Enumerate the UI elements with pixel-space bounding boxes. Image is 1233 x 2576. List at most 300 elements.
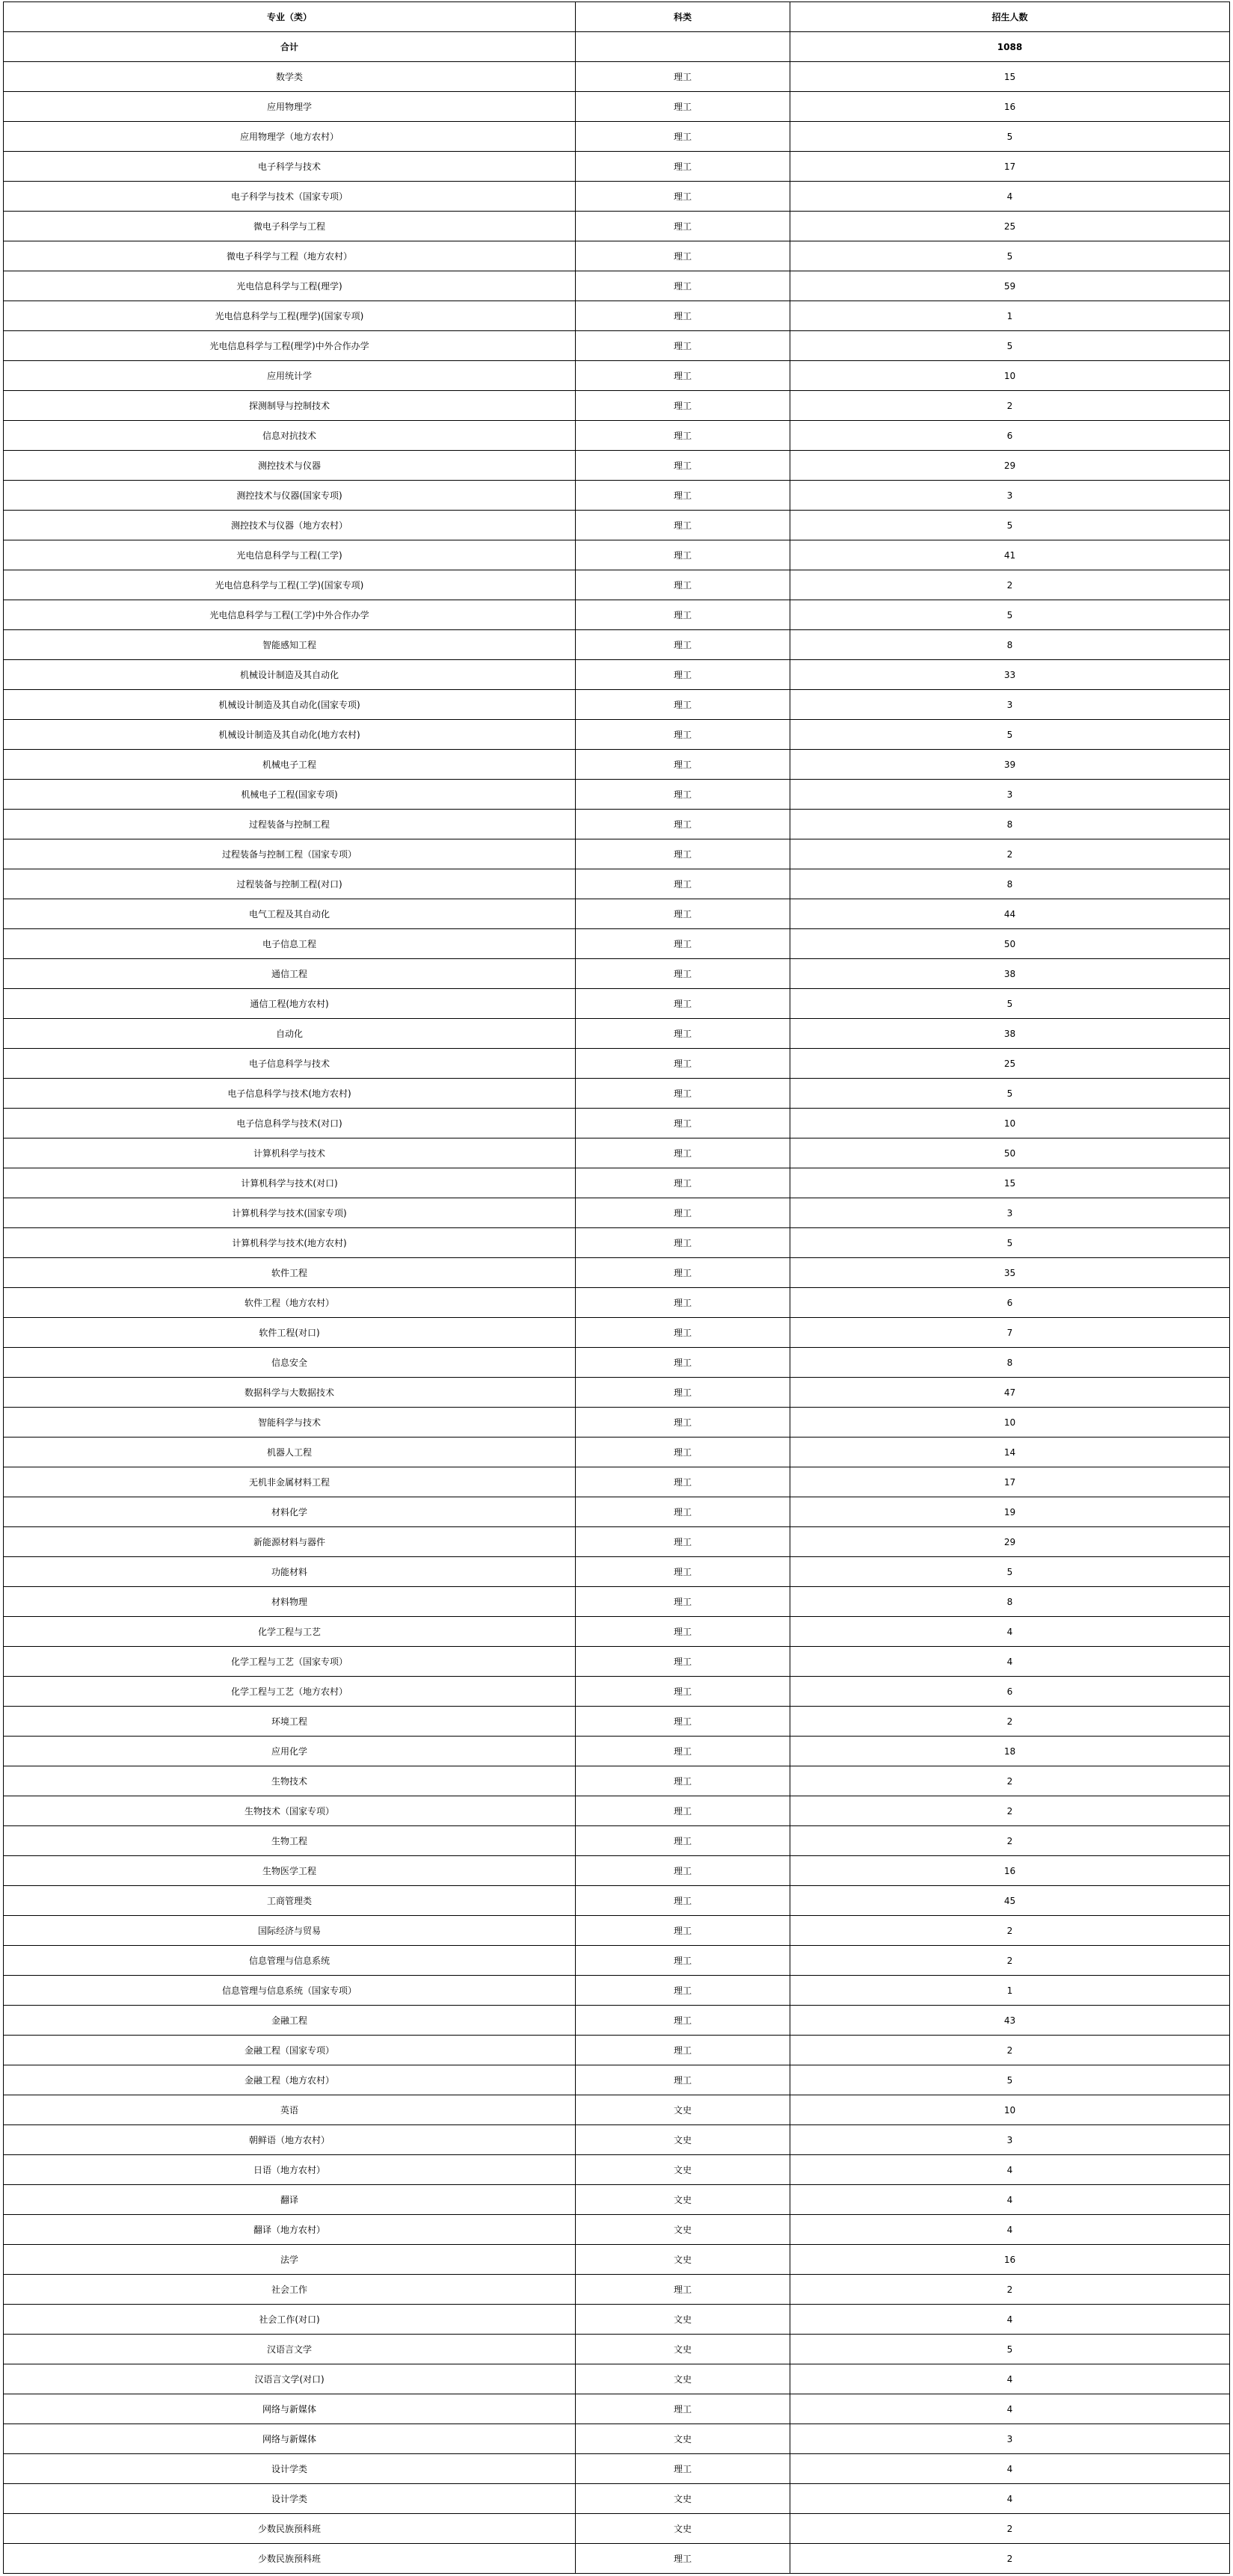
row-major-cell: 化学工程与工艺（国家专项） [4, 1647, 576, 1677]
row-major-cell: 数学类 [4, 62, 576, 92]
row-category-cell: 文史 [576, 2245, 790, 2275]
row-major-cell: 智能感知工程 [4, 630, 576, 660]
row-count-cell: 2 [790, 570, 1230, 600]
row-major-cell: 数据科学与大数据技术 [4, 1378, 576, 1408]
row-category-cell: 理工 [576, 1737, 790, 1766]
table-row [4, 2215, 1230, 2245]
row-count-cell: 5 [790, 241, 1230, 271]
row-major-cell: 新能源材料与器件 [4, 1527, 576, 1557]
table-row [4, 540, 1230, 570]
row-category-cell: 文史 [576, 2215, 790, 2245]
enrollment-table [3, 1, 1230, 2574]
row-category-cell: 理工 [576, 421, 790, 451]
row-count-cell: 43 [790, 2006, 1230, 2036]
row-major-cell: 自动化 [4, 1019, 576, 1049]
table-row [4, 2514, 1230, 2544]
row-count-cell: 5 [790, 511, 1230, 540]
row-category-cell: 理工 [576, 570, 790, 600]
table-row [4, 391, 1230, 421]
row-major-cell: 少数民族预科班 [4, 2514, 576, 2544]
row-major-cell: 金融工程（地方农村） [4, 2065, 576, 2095]
table-header-row [4, 2, 1230, 32]
row-major-cell: 计算机科学与技术(地方农村) [4, 1228, 576, 1258]
row-count-cell: 4 [790, 2394, 1230, 2424]
row-category-cell: 理工 [576, 361, 790, 391]
row-category-cell: 理工 [576, 2544, 790, 2574]
row-count-cell: 4 [790, 2484, 1230, 2514]
row-major-cell: 通信工程 [4, 959, 576, 989]
row-category-cell: 理工 [576, 630, 790, 660]
row-category-cell: 理工 [576, 271, 790, 301]
row-major-cell: 电子信息科学与技术 [4, 1049, 576, 1079]
row-major-cell: 机械电子工程(国家专项) [4, 780, 576, 810]
row-category-cell: 理工 [576, 1617, 790, 1647]
row-count-cell: 4 [790, 182, 1230, 212]
row-count-cell: 2 [790, 1796, 1230, 1826]
row-major-cell: 环境工程 [4, 1707, 576, 1737]
table-row [4, 301, 1230, 331]
row-major-cell: 材料化学 [4, 1497, 576, 1527]
table-row [4, 92, 1230, 122]
table-row [4, 182, 1230, 212]
row-category-cell: 理工 [576, 2006, 790, 2036]
row-count-cell: 8 [790, 869, 1230, 899]
row-count-cell: 1 [790, 301, 1230, 331]
row-count-cell: 10 [790, 361, 1230, 391]
row-major-cell: 功能材料 [4, 1557, 576, 1587]
row-category-cell: 理工 [576, 1258, 790, 1288]
table-row [4, 1198, 1230, 1228]
row-major-cell: 机械设计制造及其自动化(国家专项) [4, 690, 576, 720]
row-count-cell: 2 [790, 2514, 1230, 2544]
row-count-cell: 6 [790, 421, 1230, 451]
row-count-cell: 16 [790, 2245, 1230, 2275]
row-count-cell: 5 [790, 989, 1230, 1019]
row-count-cell: 4 [790, 2155, 1230, 2185]
table-row [4, 1228, 1230, 1258]
row-major-cell: 应用物理学（地方农村） [4, 122, 576, 152]
row-major-cell: 电子科学与技术 [4, 152, 576, 182]
table-row [4, 2544, 1230, 2574]
row-major-cell: 信息安全 [4, 1348, 576, 1378]
row-category-cell: 文史 [576, 2514, 790, 2544]
table-row [4, 241, 1230, 271]
header-major: 专业（类） [4, 2, 576, 32]
row-category-cell: 文史 [576, 2095, 790, 2125]
row-count-cell: 8 [790, 1587, 1230, 1617]
row-major-cell: 化学工程与工艺 [4, 1617, 576, 1647]
table-row [4, 1438, 1230, 1467]
row-count-cell: 35 [790, 1258, 1230, 1288]
row-major-cell: 电子信息工程 [4, 929, 576, 959]
row-count-cell: 2 [790, 2036, 1230, 2065]
table-row [4, 839, 1230, 869]
row-count-cell: 33 [790, 660, 1230, 690]
row-category-cell: 文史 [576, 2364, 790, 2394]
row-count-cell: 2 [790, 1946, 1230, 1976]
row-category-cell: 理工 [576, 1527, 790, 1557]
row-count-cell: 17 [790, 1467, 1230, 1497]
row-category-cell: 理工 [576, 810, 790, 839]
row-major-cell: 通信工程(地方农村) [4, 989, 576, 1019]
table-row [4, 2245, 1230, 2275]
row-major-cell: 微电子科学与工程 [4, 212, 576, 241]
row-count-cell: 8 [790, 810, 1230, 839]
row-category-cell: 理工 [576, 1677, 790, 1707]
table-row [4, 421, 1230, 451]
table-row [4, 1886, 1230, 1916]
row-major-cell: 软件工程(对口) [4, 1318, 576, 1348]
row-count-cell: 59 [790, 271, 1230, 301]
row-category-cell: 理工 [576, 241, 790, 271]
row-count-cell: 39 [790, 750, 1230, 780]
row-major-cell: 设计学类 [4, 2454, 576, 2484]
row-category-cell: 理工 [576, 122, 790, 152]
row-count-cell: 3 [790, 2125, 1230, 2155]
row-count-cell: 1 [790, 1976, 1230, 2006]
row-major-cell: 网络与新媒体 [4, 2424, 576, 2454]
table-row [4, 1707, 1230, 1737]
table-row [4, 1587, 1230, 1617]
table-row [4, 1318, 1230, 1348]
row-major-cell: 软件工程 [4, 1258, 576, 1288]
table-row [4, 2095, 1230, 2125]
row-count-cell: 50 [790, 929, 1230, 959]
row-count-cell: 4 [790, 2305, 1230, 2335]
row-count-cell: 25 [790, 1049, 1230, 1079]
row-category-cell: 理工 [576, 2454, 790, 2484]
row-major-cell: 生物技术（国家专项） [4, 1796, 576, 1826]
row-category-cell: 理工 [576, 1348, 790, 1378]
table-row [4, 1348, 1230, 1378]
row-category-cell: 理工 [576, 869, 790, 899]
row-category-cell: 理工 [576, 720, 790, 750]
table-row [4, 1079, 1230, 1109]
row-major-cell: 汉语言文学(对口) [4, 2364, 576, 2394]
row-count-cell: 15 [790, 1168, 1230, 1198]
table-row [4, 720, 1230, 750]
enrollment-table-container [3, 1, 1229, 2574]
row-category-cell: 理工 [576, 1378, 790, 1408]
row-count-cell: 3 [790, 1198, 1230, 1228]
row-count-cell: 25 [790, 212, 1230, 241]
table-row [4, 929, 1230, 959]
row-major-cell: 微电子科学与工程（地方农村） [4, 241, 576, 271]
row-count-cell: 3 [790, 481, 1230, 511]
row-category-cell: 理工 [576, 1826, 790, 1856]
table-row [4, 2036, 1230, 2065]
row-category-cell: 理工 [576, 451, 790, 481]
row-major-cell: 电子信息科学与技术(对口) [4, 1109, 576, 1138]
row-category-cell: 理工 [576, 2065, 790, 2095]
row-count-cell: 19 [790, 1497, 1230, 1527]
row-major-cell: 网络与新媒体 [4, 2394, 576, 2424]
row-category-cell: 理工 [576, 1587, 790, 1617]
row-count-cell: 2 [790, 2544, 1230, 2574]
row-count-cell: 4 [790, 2185, 1230, 2215]
row-count-cell: 38 [790, 1019, 1230, 1049]
table-row [4, 152, 1230, 182]
row-category-cell: 理工 [576, 1079, 790, 1109]
row-category-cell: 文史 [576, 2125, 790, 2155]
table-row [4, 2125, 1230, 2155]
row-category-cell: 理工 [576, 1198, 790, 1228]
row-category-cell: 理工 [576, 1019, 790, 1049]
row-major-cell: 应用统计学 [4, 361, 576, 391]
row-major-cell: 光电信息科学与工程(工学)中外合作办学 [4, 600, 576, 630]
row-major-cell: 光电信息科学与工程(理学)中外合作办学 [4, 331, 576, 361]
row-category-cell: 理工 [576, 989, 790, 1019]
row-category-cell: 理工 [576, 1438, 790, 1467]
table-row [4, 271, 1230, 301]
row-category-cell: 理工 [576, 1467, 790, 1497]
row-category-cell: 理工 [576, 1796, 790, 1826]
row-count-cell: 8 [790, 630, 1230, 660]
row-major-cell: 过程装备与控制工程(对口) [4, 869, 576, 899]
row-major-cell: 化学工程与工艺（地方农村） [4, 1677, 576, 1707]
row-category-cell: 理工 [576, 62, 790, 92]
row-count-cell: 4 [790, 2215, 1230, 2245]
row-count-cell: 16 [790, 1856, 1230, 1886]
table-row [4, 810, 1230, 839]
table-row [4, 122, 1230, 152]
row-count-cell: 44 [790, 899, 1230, 929]
row-major-cell: 金融工程（国家专项） [4, 2036, 576, 2065]
table-row [4, 2394, 1230, 2424]
table-row [4, 2065, 1230, 2095]
row-count-cell: 6 [790, 1288, 1230, 1318]
row-count-cell: 29 [790, 1527, 1230, 1557]
row-major-cell: 社会工作(对口) [4, 2305, 576, 2335]
table-row [4, 62, 1230, 92]
row-count-cell: 17 [790, 152, 1230, 182]
row-major-cell: 计算机科学与技术 [4, 1138, 576, 1168]
row-major-cell: 测控技术与仪器（地方农村） [4, 511, 576, 540]
row-category-cell: 理工 [576, 1976, 790, 2006]
table-row [4, 2185, 1230, 2215]
row-major-cell: 过程装备与控制工程 [4, 810, 576, 839]
row-major-cell: 法学 [4, 2245, 576, 2275]
row-count-cell: 5 [790, 600, 1230, 630]
row-major-cell: 社会工作 [4, 2275, 576, 2305]
row-major-cell: 电气工程及其自动化 [4, 899, 576, 929]
table-row [4, 1796, 1230, 1826]
table-row [4, 630, 1230, 660]
row-count-cell: 41 [790, 540, 1230, 570]
table-row [4, 1258, 1230, 1288]
row-category-cell: 理工 [576, 1707, 790, 1737]
row-count-cell: 8 [790, 1348, 1230, 1378]
table-row [4, 1647, 1230, 1677]
row-major-cell: 应用化学 [4, 1737, 576, 1766]
row-major-cell: 信息管理与信息系统 [4, 1946, 576, 1976]
table-row [4, 1826, 1230, 1856]
row-count-cell: 14 [790, 1438, 1230, 1467]
table-row [4, 869, 1230, 899]
row-count-cell: 4 [790, 1617, 1230, 1647]
row-category-cell: 理工 [576, 660, 790, 690]
row-count-cell: 3 [790, 2424, 1230, 2454]
row-category-cell: 文史 [576, 2305, 790, 2335]
table-row [4, 1019, 1230, 1049]
table-row [4, 2155, 1230, 2185]
row-category-cell: 理工 [576, 2036, 790, 2065]
row-category-cell: 理工 [576, 839, 790, 869]
table-row [4, 1168, 1230, 1198]
row-category-cell: 理工 [576, 152, 790, 182]
row-count-cell: 4 [790, 1647, 1230, 1677]
row-major-cell: 生物技术 [4, 1766, 576, 1796]
row-major-cell: 翻译 [4, 2185, 576, 2215]
row-count-cell: 5 [790, 1557, 1230, 1587]
table-row [4, 1916, 1230, 1946]
table-row [4, 2006, 1230, 2036]
row-category-cell: 理工 [576, 301, 790, 331]
row-category-cell: 理工 [576, 391, 790, 421]
table-row [4, 750, 1230, 780]
total-row [4, 32, 1230, 62]
row-count-cell: 5 [790, 331, 1230, 361]
row-count-cell: 10 [790, 1408, 1230, 1438]
row-category-cell: 理工 [576, 331, 790, 361]
table-row [4, 1467, 1230, 1497]
table-row [4, 989, 1230, 1019]
row-category-cell: 理工 [576, 1497, 790, 1527]
table-row [4, 2305, 1230, 2335]
row-major-cell: 机械设计制造及其自动化 [4, 660, 576, 690]
table-row [4, 212, 1230, 241]
row-major-cell: 光电信息科学与工程(理学)(国家专项) [4, 301, 576, 331]
row-major-cell: 生物工程 [4, 1826, 576, 1856]
row-category-cell: 理工 [576, 1916, 790, 1946]
row-count-cell: 2 [790, 391, 1230, 421]
table-row [4, 600, 1230, 630]
table-row [4, 1109, 1230, 1138]
row-major-cell: 机械设计制造及其自动化(地方农村) [4, 720, 576, 750]
table-row [4, 1766, 1230, 1796]
row-major-cell: 测控技术与仪器(国家专项) [4, 481, 576, 511]
header-category: 科类 [576, 2, 790, 32]
table-row [4, 690, 1230, 720]
table-row [4, 1497, 1230, 1527]
row-major-cell: 电子科学与技术（国家专项） [4, 182, 576, 212]
table-row [4, 1976, 1230, 2006]
row-major-cell: 设计学类 [4, 2484, 576, 2514]
row-category-cell: 文史 [576, 2155, 790, 2185]
row-category-cell: 理工 [576, 1228, 790, 1258]
row-count-cell: 2 [790, 839, 1230, 869]
row-count-cell: 4 [790, 2454, 1230, 2484]
row-count-cell: 15 [790, 62, 1230, 92]
row-category-cell: 理工 [576, 540, 790, 570]
row-count-cell: 5 [790, 122, 1230, 152]
row-category-cell: 理工 [576, 1168, 790, 1198]
row-count-cell: 18 [790, 1737, 1230, 1766]
row-category-cell: 理工 [576, 899, 790, 929]
row-count-cell: 3 [790, 780, 1230, 810]
row-category-cell: 理工 [576, 1766, 790, 1796]
row-count-cell: 2 [790, 1707, 1230, 1737]
row-category-cell: 理工 [576, 92, 790, 122]
row-major-cell: 日语（地方农村） [4, 2155, 576, 2185]
row-major-cell: 软件工程（地方农村） [4, 1288, 576, 1318]
row-category-cell: 理工 [576, 1557, 790, 1587]
table-row [4, 481, 1230, 511]
row-major-cell: 工商管理类 [4, 1886, 576, 1916]
row-major-cell: 金融工程 [4, 2006, 576, 2036]
row-major-cell: 无机非金属材料工程 [4, 1467, 576, 1497]
row-count-cell: 38 [790, 959, 1230, 989]
row-category-cell: 理工 [576, 2275, 790, 2305]
table-row [4, 1557, 1230, 1587]
row-major-cell: 应用物理学 [4, 92, 576, 122]
total-category [576, 32, 790, 62]
table-row [4, 1617, 1230, 1647]
row-major-cell: 少数民族预科班 [4, 2544, 576, 2574]
row-category-cell: 文史 [576, 2424, 790, 2454]
row-category-cell: 理工 [576, 1856, 790, 1886]
table-body [4, 32, 1230, 2574]
row-major-cell: 探测制导与控制技术 [4, 391, 576, 421]
row-category-cell: 理工 [576, 511, 790, 540]
row-category-cell: 理工 [576, 750, 790, 780]
table-row [4, 570, 1230, 600]
row-count-cell: 7 [790, 1318, 1230, 1348]
row-category-cell: 理工 [576, 1886, 790, 1916]
row-category-cell: 理工 [576, 1049, 790, 1079]
row-major-cell: 机械电子工程 [4, 750, 576, 780]
table-row [4, 1946, 1230, 1976]
row-category-cell: 理工 [576, 212, 790, 241]
row-major-cell: 光电信息科学与工程(工学)(国家专项) [4, 570, 576, 600]
row-count-cell: 10 [790, 2095, 1230, 2125]
row-major-cell: 英语 [4, 2095, 576, 2125]
row-category-cell: 理工 [576, 959, 790, 989]
row-major-cell: 翻译（地方农村） [4, 2215, 576, 2245]
table-row [4, 1288, 1230, 1318]
row-category-cell: 文史 [576, 2335, 790, 2364]
table-row [4, 451, 1230, 481]
row-major-cell: 朝鲜语（地方农村） [4, 2125, 576, 2155]
row-count-cell: 6 [790, 1677, 1230, 1707]
table-row [4, 2484, 1230, 2514]
row-count-cell: 2 [790, 1766, 1230, 1796]
table-row [4, 780, 1230, 810]
row-count-cell: 50 [790, 1138, 1230, 1168]
table-row [4, 511, 1230, 540]
row-major-cell: 信息对抗技术 [4, 421, 576, 451]
row-category-cell: 理工 [576, 1946, 790, 1976]
row-major-cell: 光电信息科学与工程(工学) [4, 540, 576, 570]
row-category-cell: 理工 [576, 780, 790, 810]
row-category-cell: 文史 [576, 2484, 790, 2514]
row-category-cell: 理工 [576, 182, 790, 212]
row-count-cell: 2 [790, 1916, 1230, 1946]
row-major-cell: 测控技术与仪器 [4, 451, 576, 481]
table-row [4, 1378, 1230, 1408]
row-category-cell: 理工 [576, 929, 790, 959]
row-category-cell: 理工 [576, 1318, 790, 1348]
row-count-cell: 5 [790, 2065, 1230, 2095]
table-row [4, 2275, 1230, 2305]
row-category-cell: 理工 [576, 1288, 790, 1318]
table-row [4, 1856, 1230, 1886]
row-major-cell: 信息管理与信息系统（国家专项） [4, 1976, 576, 2006]
row-major-cell: 国际经济与贸易 [4, 1916, 576, 1946]
table-row [4, 899, 1230, 929]
row-count-cell: 10 [790, 1109, 1230, 1138]
row-count-cell: 47 [790, 1378, 1230, 1408]
